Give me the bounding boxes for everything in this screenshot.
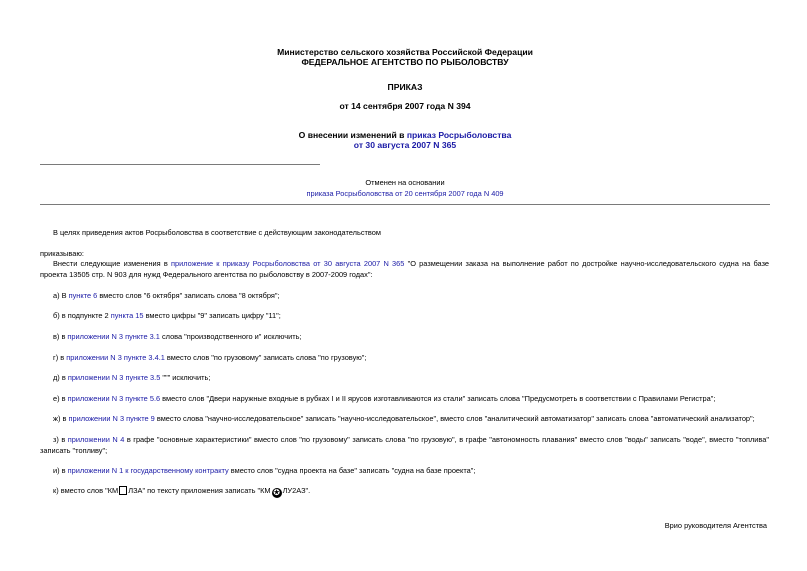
ministry-title: Министерство сельского хозяйства Российской Федерации bbox=[277, 47, 533, 57]
item-a-post: вместо слов "6 октября" записать слова "8 октября"; bbox=[97, 291, 280, 300]
item-h-link[interactable]: приложении N 4 bbox=[67, 435, 125, 444]
intro-link[interactable]: приложение к приказу Росрыболовства от 30 августа 2007 N 365 bbox=[171, 259, 405, 268]
list-item bbox=[40, 434, 769, 456]
document-type: ПРИКАЗ bbox=[387, 82, 423, 92]
item-h-post: в графе "основные характеристики" вместо слов "по грузовому" записать слова "по грузовую", в графе "автономность плавания" вместо слов "воды" записать "воде", вместо "топлива" записать "топливу"; bbox=[40, 435, 769, 455]
subject-link-line2[interactable]: от 30 августа 2007 N 365 bbox=[353, 140, 457, 150]
item-g-link[interactable]: приложении N 3 пункте 9 bbox=[68, 414, 155, 423]
item-e-pre: д) в bbox=[53, 373, 68, 382]
item-g-pre: ж) в bbox=[53, 414, 69, 423]
document-subject bbox=[40, 130, 770, 140]
signature: Врио руководителя Агентства bbox=[664, 521, 767, 530]
item-f-pre: е) в bbox=[53, 394, 68, 403]
list-item bbox=[40, 290, 782, 301]
item-c-pre: в) в bbox=[53, 332, 68, 341]
item-c-link[interactable]: приложении N 3 пункте 3.1 bbox=[67, 332, 160, 341]
intro-suffix: "О размещении заказа на выполнение работ по достройке научно-исследовательского судна на базе проекта 13505 стр. N 903 для нужд Федерального агентства по рыболовству в 2007-2009 годах": bbox=[40, 259, 769, 279]
missing-glyph-icon bbox=[119, 486, 127, 495]
list-item bbox=[40, 310, 782, 321]
item-i-link[interactable]: приложении N 1 к государственному контракту bbox=[67, 466, 229, 475]
separator-bottom bbox=[40, 204, 770, 205]
item-a-pre: а) В bbox=[53, 291, 69, 300]
item-k-pre: к) вместо слов "КМ bbox=[53, 486, 119, 495]
list-item bbox=[40, 372, 782, 383]
item-c-post: слова "производственного и" исключить; bbox=[159, 332, 302, 341]
item-e-post: """ исключить; bbox=[160, 373, 211, 382]
item-d-post: вместо слов "по грузовому" записать слова "по грузовую"; bbox=[164, 353, 367, 362]
separator-top bbox=[40, 164, 320, 165]
subject-prefix: О внесении изменений в bbox=[298, 130, 407, 140]
item-f-post: вместо слов "Двери наружные входные в рубках I и II ярусов изготавливаются из стали" записать слова "Предусмотреть в соответствии с Правилами Регистра"; bbox=[160, 394, 716, 403]
item-g-post: вместо слова "научно-исследовательское" записать "научно-исследовательское", вместо слов "аналитический автоматизатор" записать слова "автоматический анализатор"; bbox=[154, 414, 755, 423]
item-b-pre: б) в подпункте 2 bbox=[53, 311, 111, 320]
item-e-link[interactable]: приложении N 3 пункте 3.5 bbox=[67, 373, 161, 382]
item-h-pre: з) в bbox=[53, 435, 68, 444]
list-item bbox=[40, 393, 782, 404]
item-a-link[interactable]: пункте 6 bbox=[68, 291, 98, 300]
item-i-pre: и) в bbox=[53, 466, 68, 475]
status-note-line: Отменен на основании bbox=[365, 178, 445, 187]
order-word: приказываю: bbox=[40, 249, 84, 258]
item-b-link[interactable]: пункта 15 bbox=[110, 311, 144, 320]
item-d-pre: г) в bbox=[53, 353, 67, 362]
item-d-link[interactable]: приложении N 3 пункте 3.4.1 bbox=[66, 353, 165, 362]
intro-prefix: Внести следующие изменения в bbox=[53, 259, 172, 268]
list-item bbox=[40, 331, 782, 342]
list-item bbox=[40, 485, 782, 498]
document-date: от 14 сентября 2007 года N 394 bbox=[339, 101, 471, 111]
item-f-link[interactable]: приложении N 3 пункте 5.6 bbox=[67, 394, 161, 403]
subject-link[interactable]: приказ Росрыболовства bbox=[406, 130, 512, 140]
item-i-post: вместо слов "судна проекта на базе" записать "судна на базе проекта"; bbox=[228, 466, 476, 475]
item-b-post: вместо цифры "9" записать цифру "11"; bbox=[143, 311, 281, 320]
agency-title: ФЕДЕРАЛЬНОЕ АГЕНТСТВО ПО РЫБОЛОВСТВУ bbox=[301, 57, 509, 67]
item-k-mid: ЛЗА" по тексту приложения записать "КМ bbox=[128, 486, 271, 495]
intro-paragraph bbox=[40, 258, 769, 280]
item-k-post: ЛУ2АЗ". bbox=[282, 486, 311, 495]
list-item bbox=[40, 465, 782, 476]
list-item bbox=[40, 352, 782, 363]
preamble: В целях приведения актов Росрыболовства в соответствие с действующим законодательством bbox=[53, 228, 381, 237]
special-glyph-icon: ✪ bbox=[273, 488, 280, 497]
status-note-link[interactable]: приказа Росрыболовства от 20 сентября 2007 года N 409 bbox=[306, 189, 504, 198]
list-item bbox=[40, 413, 782, 424]
